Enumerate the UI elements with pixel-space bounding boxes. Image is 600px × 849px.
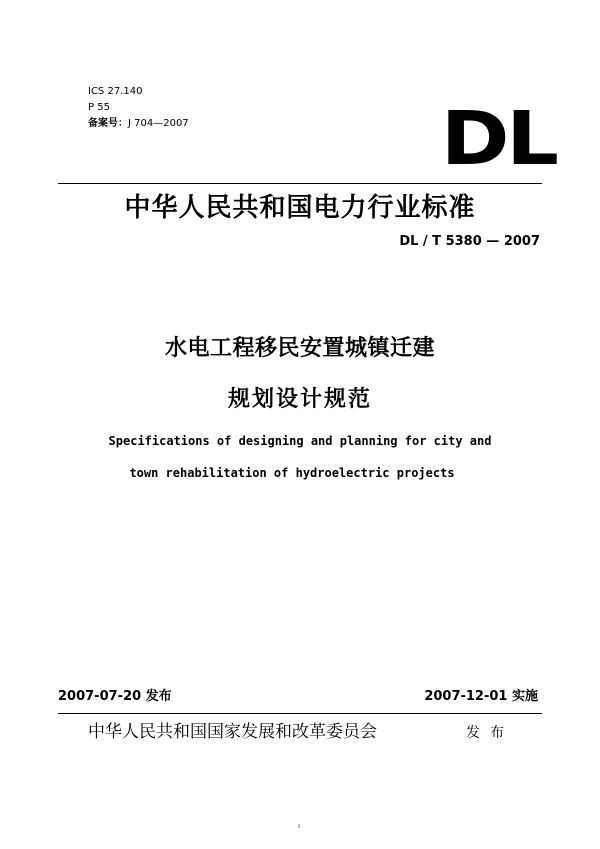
issue-action: 发布	[466, 725, 514, 741]
implementation-date: 2007-12-01 实施	[424, 689, 538, 704]
record-number-label: 备案号：	[88, 118, 128, 129]
ics-code: ICS 27.140	[88, 86, 143, 97]
dl-logo: DL	[441, 96, 556, 182]
document-title-line-1: 水电工程移民安置城镇迁建	[164, 336, 435, 361]
classification-code: P 55	[88, 102, 110, 113]
english-title-line-1: Specifications of designing and planning for city and	[108, 434, 492, 448]
document-title-line-2: 规划设计规范	[227, 387, 372, 412]
standard-code: DL / T 5380 — 2007	[399, 234, 540, 249]
record-number: J 704—2007	[128, 118, 189, 129]
issuing-authority: 中华人民共和国国家发展和改革委员会	[88, 722, 377, 742]
standard-body-title: 中华人民共和国电力行业标准	[124, 193, 476, 223]
footer-divider	[58, 713, 542, 714]
english-title-line-2: town rehabilitation of hydroelectric projects	[129, 466, 455, 480]
document-metadata	[88, 84, 189, 132]
header-divider	[58, 183, 542, 184]
record-number-row	[88, 116, 189, 132]
issue-date: 2007-07-20 发布	[58, 689, 172, 704]
page-mark: ı	[298, 823, 300, 830]
